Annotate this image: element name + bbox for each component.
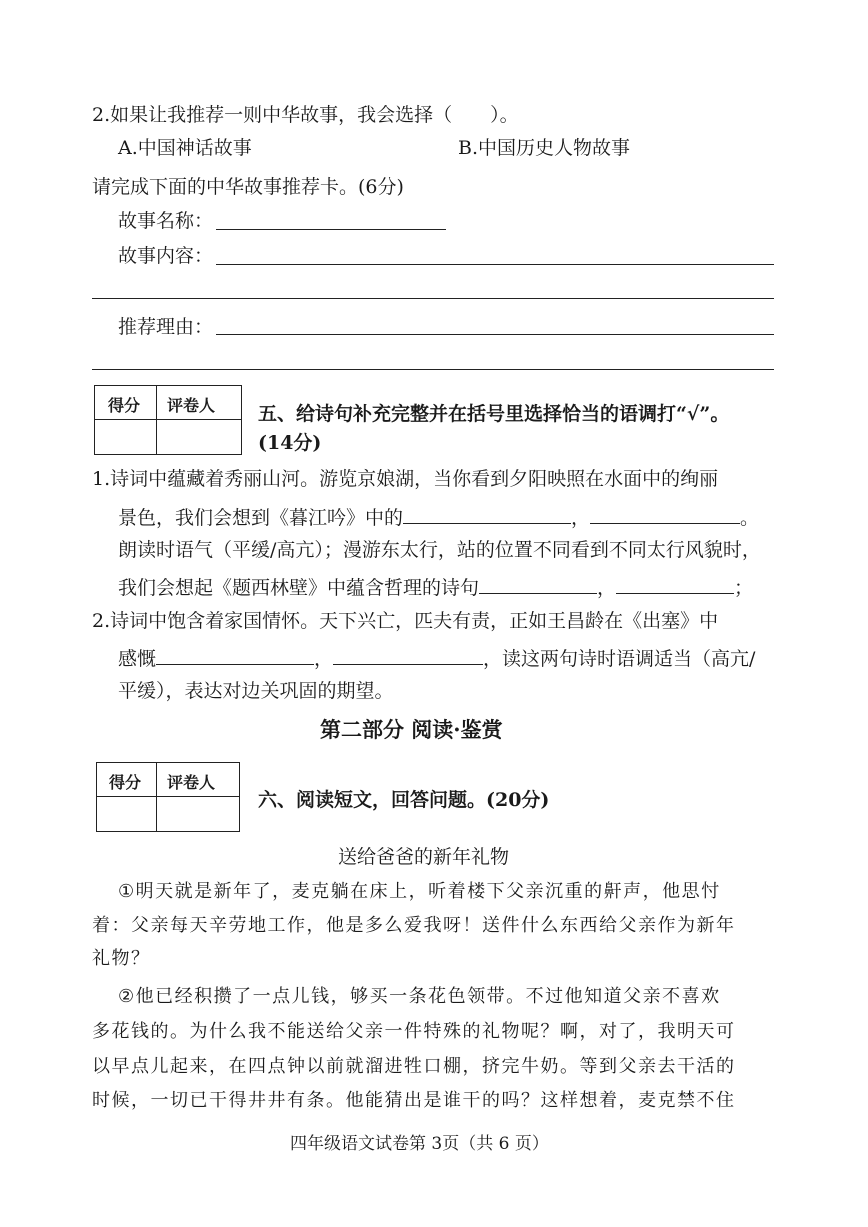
s5-q2-line2-tail: ，读这两句诗时语调适当（高亢/	[483, 648, 756, 670]
period: 。	[740, 507, 760, 529]
poem-blank-5[interactable]	[156, 644, 314, 665]
story-p2-line4: 时候，一切已干得井井有条。他能猜出是谁干的吗？这样想着，麦克禁不住	[92, 1090, 736, 1111]
score-label: 得分	[108, 396, 141, 415]
story-p1-line1: ①明天就是新年了，麦克躺在床上，听着楼下父亲沉重的鼾声，他思忖	[118, 881, 721, 902]
story-content-blank-2[interactable]	[92, 298, 774, 299]
story-p2-line3: 以早点儿起来，在四点钟以前就溜进牲口棚，挤完牛奶。等到父亲去干活的	[92, 1056, 736, 1077]
semicolon: ；	[734, 577, 754, 599]
score-input-cell[interactable]	[95, 420, 157, 454]
poem-blank-1[interactable]	[403, 503, 571, 524]
reason-label: 推荐理由：	[118, 316, 214, 338]
reason-blank-2[interactable]	[92, 369, 774, 370]
grader-label: 评卷人	[167, 773, 216, 792]
section6-title: 六、阅读短文，回答问题。(20分)	[258, 789, 550, 811]
q2-option-a: A.中国神话故事	[118, 137, 252, 159]
story-name-label: 故事名称：	[118, 210, 214, 232]
poem-blank-2[interactable]	[590, 503, 740, 524]
score-table-section5	[94, 385, 242, 455]
s5-q1-line4	[118, 573, 753, 600]
s5-q2-line2	[118, 644, 755, 671]
story-p2-line2: 多花钱的。为什么我不能送给父亲一件特殊的礼物呢？啊，对了，我明天可	[92, 1021, 736, 1042]
section5-title: 五、给诗句补充完整并在括号里选择恰当的语调打“√”。	[258, 403, 730, 425]
s5-q2-line3: 平缓），表达对边关巩固的期望。	[118, 680, 394, 702]
part2-title: 第二部分 阅读·鉴赏	[320, 717, 503, 742]
q2-option-b: B.中国历史人物故事	[458, 137, 631, 159]
s5-q1-line4-text: 我们会想起《题西林壁》中蕴含哲理的诗句	[118, 577, 480, 599]
comma: ，	[314, 648, 334, 670]
story-p1-line3: 礼物？	[92, 948, 151, 969]
s5-q1-line2-text: 景色，我们会想到《暮江吟》中的	[118, 507, 404, 529]
score-table-section6	[96, 762, 240, 832]
story-name-blank[interactable]	[216, 229, 446, 230]
poem-blank-6[interactable]	[333, 644, 483, 665]
section5-points: (14分)	[258, 432, 322, 454]
comma: ，	[597, 577, 617, 599]
grader-label: 评卷人	[167, 396, 216, 415]
score-input-cell[interactable]	[97, 797, 157, 831]
reason-blank-1[interactable]	[216, 334, 774, 335]
story-title: 送给爸爸的新年礼物	[338, 846, 510, 868]
s5-q1-line3: 朗读时语气（平缓/高亢）；漫游东太行，站的位置不同看到不同太行风貌时，	[118, 539, 761, 561]
q2-instruction: 请完成下面的中华故事推荐卡。(6分)	[92, 176, 404, 198]
poem-blank-3[interactable]	[479, 573, 597, 594]
story-content-blank-1[interactable]	[216, 264, 774, 265]
s5-q2-line2-text: 感慨	[118, 648, 157, 670]
score-label: 得分	[109, 773, 142, 792]
story-p2-line1: ②他已经积攒了一点儿钱，够买一条花色领带。不过他知道父亲不喜欢	[118, 986, 721, 1007]
page-footer: 四年级语文试卷第 3页（共 6 页）	[290, 1134, 549, 1154]
comma: ，	[571, 507, 591, 529]
s5-q1-line2	[118, 503, 759, 530]
q2-question: 2.如果让我推荐一则中华故事，我会选择（ ）。	[92, 104, 519, 126]
story-p1-line2: 着：父亲每天辛劳地工作，他是多么爱我呀！送件什么东西给父亲作为新年	[92, 915, 736, 936]
poem-blank-4[interactable]	[616, 573, 734, 594]
s5-q2-line1: 2.诗词中饱含着家国情怀。天下兴亡，匹夫有责，正如王昌龄在《出塞》中	[92, 610, 719, 632]
s5-q1-line1: 1.诗词中蕴藏着秀丽山河。游览京娘湖，当你看到夕阳映照在水面中的绚丽	[92, 468, 719, 490]
story-content-label: 故事内容：	[118, 245, 214, 267]
